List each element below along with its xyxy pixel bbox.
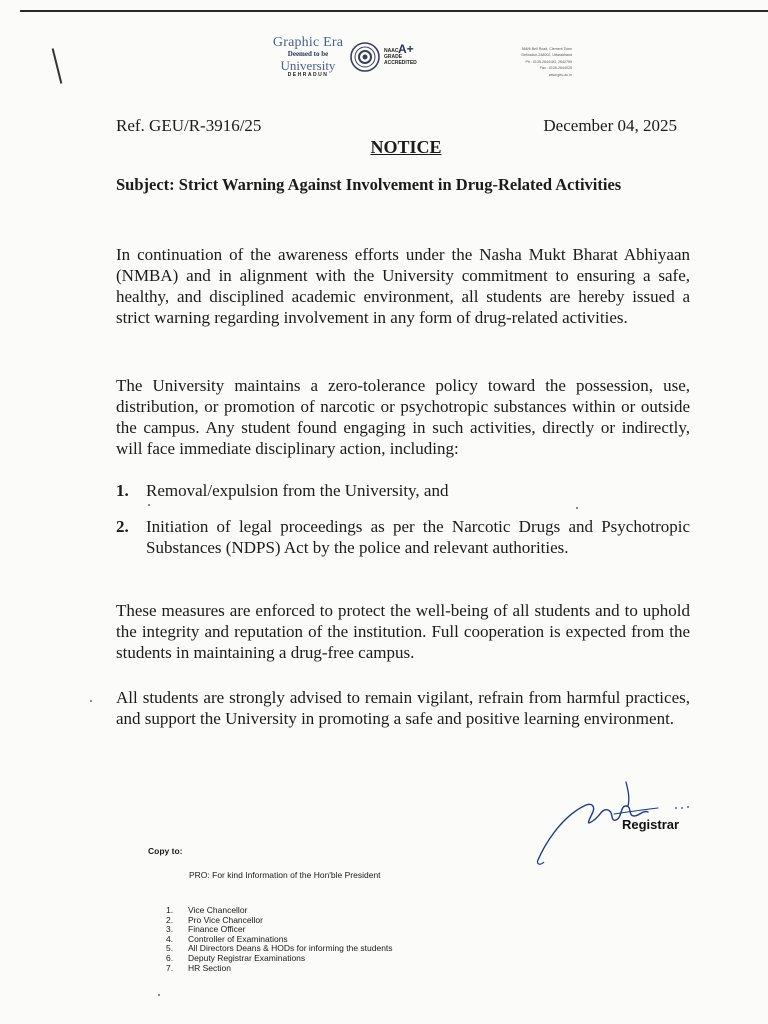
recipient-number: 1. — [166, 905, 174, 915]
top-border-line — [20, 10, 768, 12]
university-name-line2: Deemed to be — [287, 50, 329, 58]
scan-speck — [158, 994, 160, 996]
recipient-number: 4. — [166, 933, 174, 944]
body-paragraph-2: The University maintains a zero-tolerance policy toward the possession, use, distribution, or promotion of narcotic or psychotropic substances within or outside the campus. Any student found engaging in such activities, directly or indirectly, will face immediate disciplinary action, including: — [116, 376, 690, 458]
contact-line: Fax : 0135-2644025 — [539, 66, 572, 71]
recipient-number: 5. — [166, 943, 174, 954]
recipient-name: HR Section — [188, 962, 231, 973]
copy-to-label: Copy to: — [148, 846, 183, 856]
recipient-name: All Directors Deans & HODs for informing the students — [188, 943, 393, 954]
university-letterhead-logo — [270, 36, 430, 88]
naac-label: NAAC — [384, 48, 399, 54]
university-location: DEHRADUN — [287, 72, 329, 78]
recipient-name: Vice Chancellor — [188, 905, 248, 915]
letterhead-contact-block — [500, 46, 572, 78]
body-paragraph-1: In continuation of the awareness efforts under the Nasha Mukt Bharat Abhiyaan (NMBA) and in alignment with the University commitment to ensuring a safe, healthy, and disciplined academic environment, all students are hereby issued a strict warning regarding involvement in any form of drug-related activities. — [116, 245, 690, 327]
notice-subject: Subject: Strict Warning Against Involvement in Drug-Related Activities — [116, 175, 622, 194]
contact-line: 566/6 Bell Road, Clement Town — [521, 47, 572, 51]
scan-speck — [576, 507, 578, 509]
recipient-name: Controller of Examinations — [188, 933, 288, 944]
contact-line: Dehradun-248002, Uttarakhand — [521, 53, 572, 58]
copy-to-pro-line: PRO: For kind Information of the Hon'ble President — [189, 870, 381, 880]
naac-grade-value: A+ — [398, 42, 414, 56]
contact-line: www.geu.ac.in — [548, 72, 572, 77]
body-paragraph-4: All students are strongly advised to remain vigilant, refrain from harmful practices, and support the University in promoting a safe and positive learning environment. — [116, 688, 690, 728]
notice-title: NOTICE — [370, 137, 442, 157]
university-name-line3: University — [280, 58, 336, 73]
recipient-number: 7. — [166, 962, 174, 973]
university-name — [270, 36, 346, 79]
naac-grade-label: GRADE — [384, 54, 403, 60]
copy-to-recipient-list — [166, 906, 393, 973]
recipient-number: 6. — [166, 952, 174, 963]
university-name-line1: Graphic Era — [272, 35, 344, 50]
naac-accredited-label: ACCREDITED — [384, 60, 417, 66]
signatory-title: Registrar — [622, 817, 680, 832]
margin-pen-mark — [52, 48, 63, 83]
notice-date: December 04, 2025 — [543, 116, 677, 135]
university-emblem-icon — [350, 42, 380, 72]
recipient-name: Pro Vice Chancellor — [188, 914, 263, 925]
recipient-name: Deputy Registrar Examinations — [188, 952, 306, 963]
naac-accreditation-badge — [384, 42, 417, 66]
scan-speck — [90, 700, 92, 702]
recipient-number: 2. — [166, 914, 174, 925]
action-number: 2. — [116, 517, 129, 536]
scan-speck — [148, 504, 150, 506]
action-text: Initiation of legal proceedings as per the Narcotic Drugs and Psychotropic Substances (NDPS) Act by the police and relevant authorities. — [146, 517, 690, 557]
action-text: Removal/expulsion from the University, and — [146, 481, 449, 500]
reference-number: Ref. GEU/R-3916/25 — [116, 116, 262, 135]
action-number: 1. — [116, 481, 129, 500]
body-paragraph-3: These measures are enforced to protect the well-being of all students and to uphold the integrity and reputation of the institution. Full cooperation is expected from the students in maintaining a drug-free campus. — [116, 601, 690, 662]
list-item — [166, 964, 393, 974]
contact-line: Ph : 0135-2644183, 2642799 — [525, 59, 572, 64]
recipient-name: Finance Officer — [188, 924, 246, 935]
recipient-number: 3. — [166, 924, 174, 935]
